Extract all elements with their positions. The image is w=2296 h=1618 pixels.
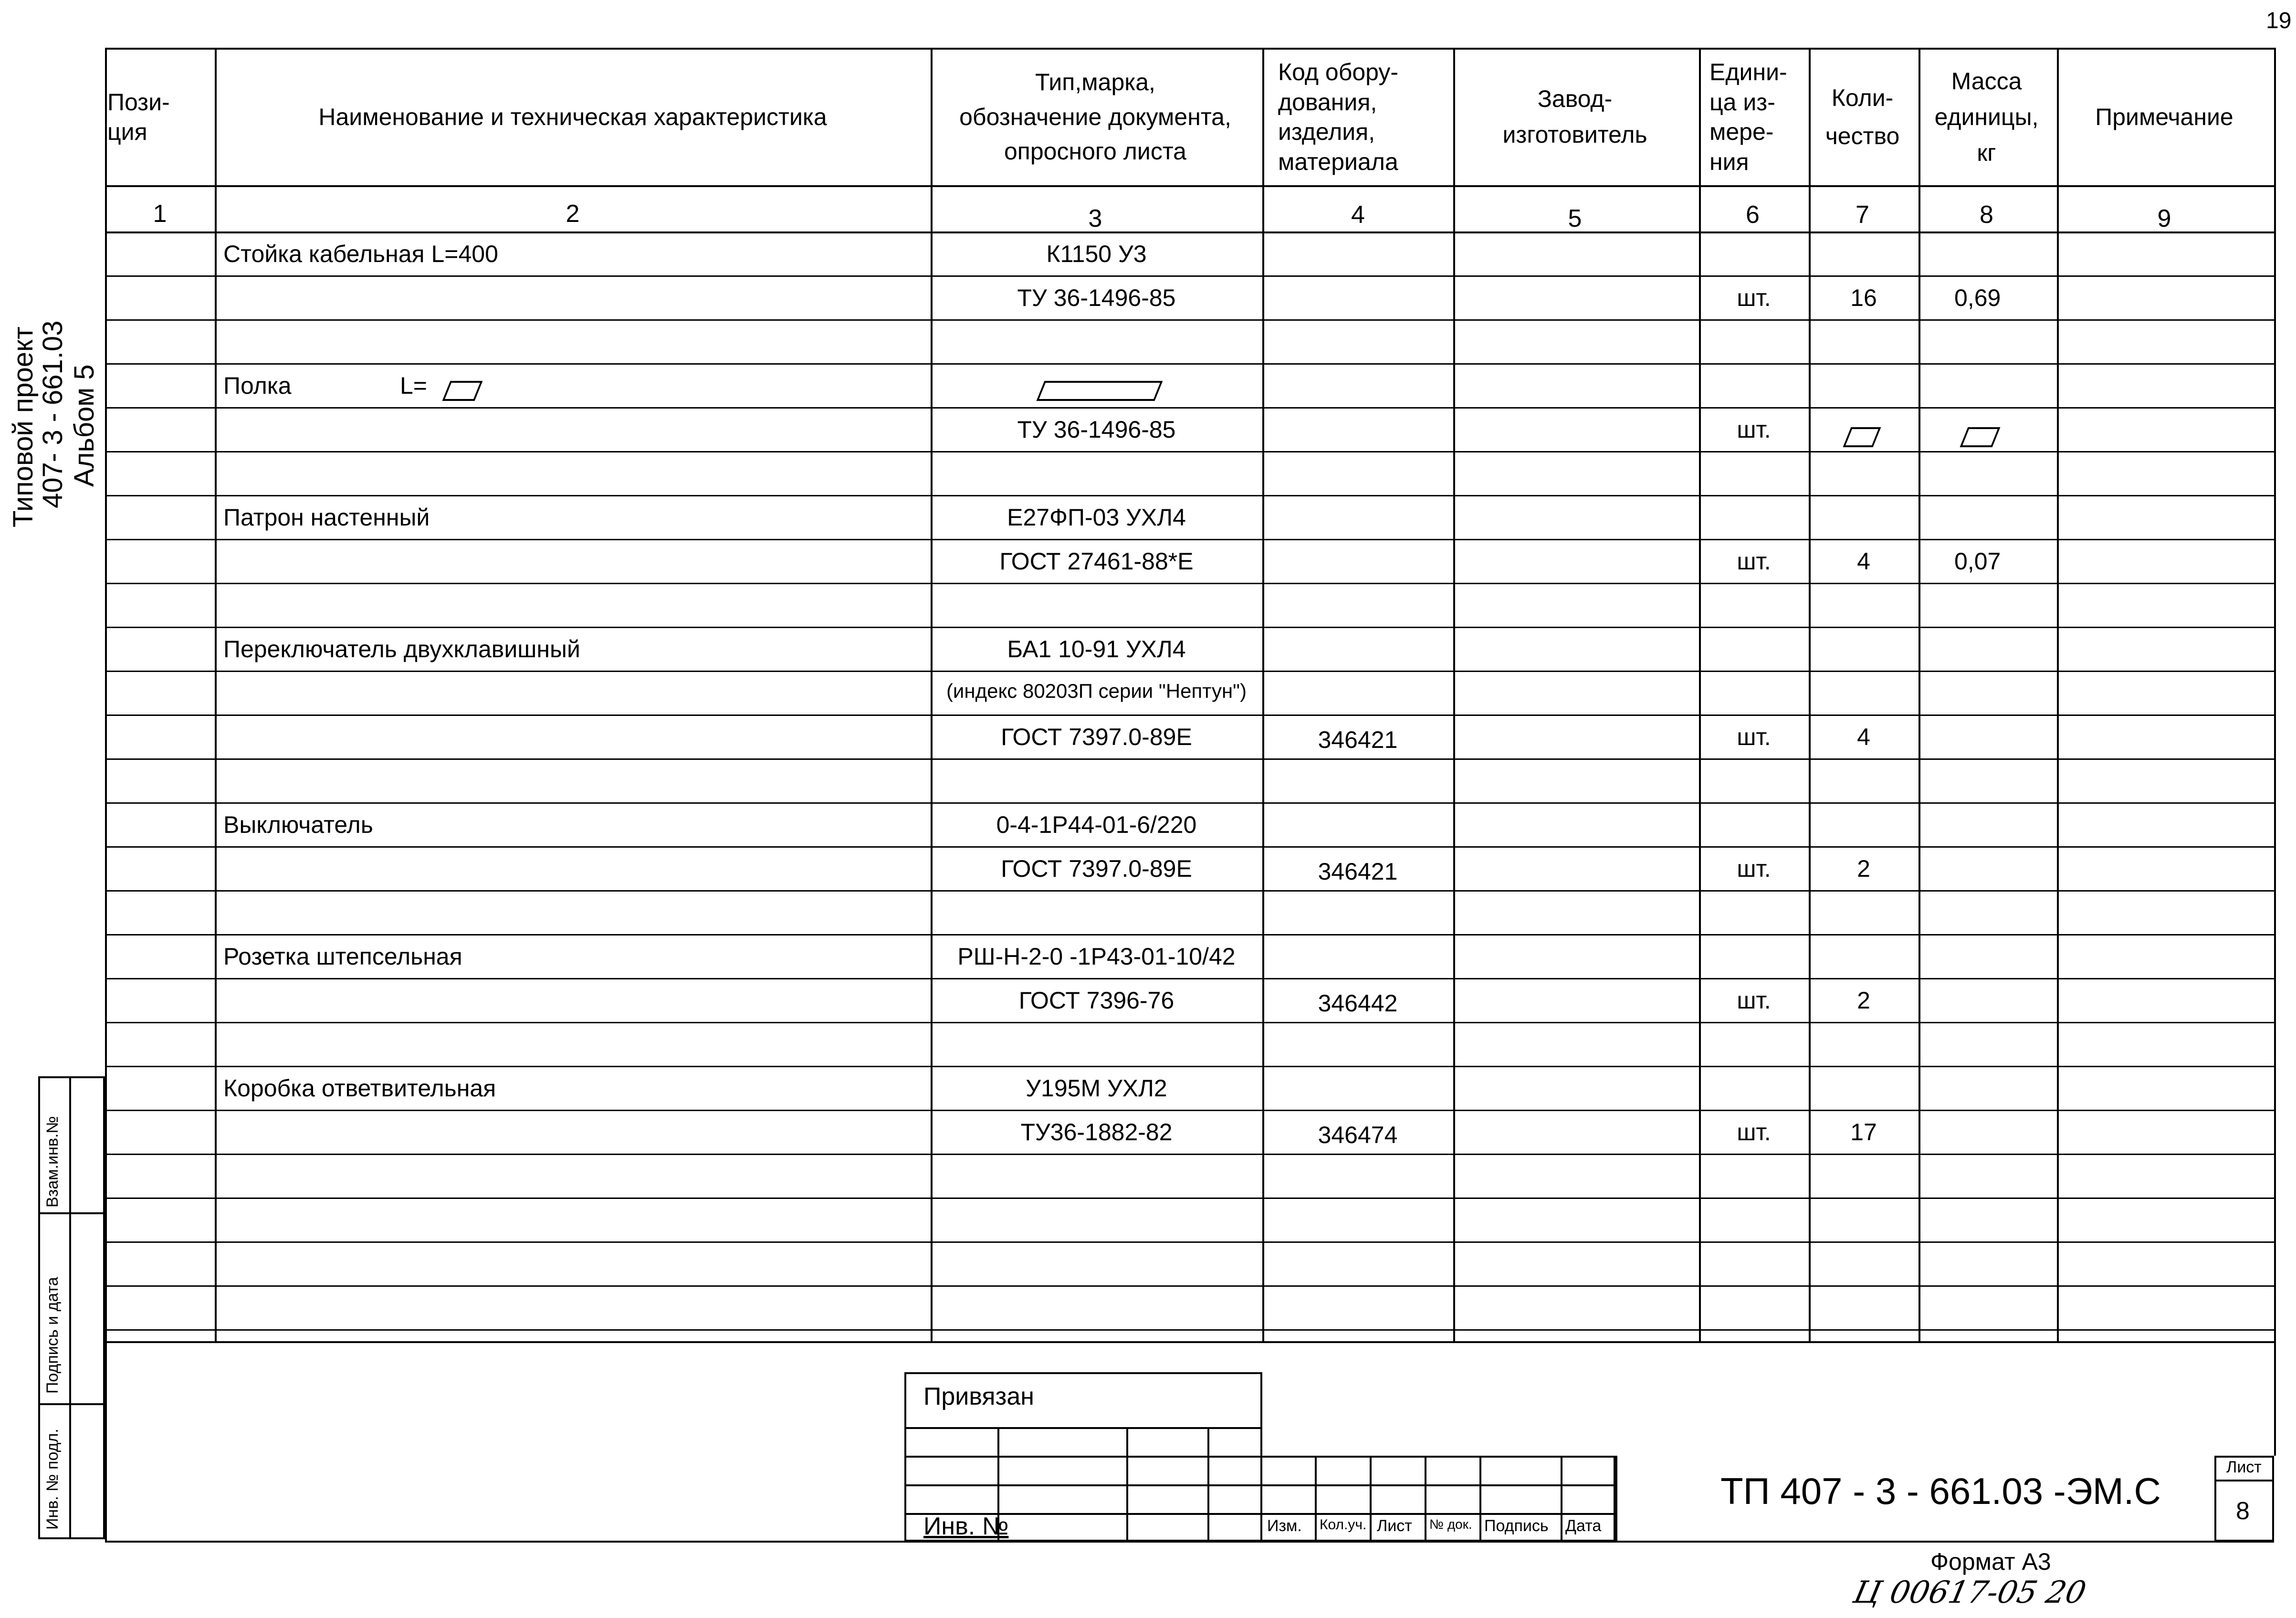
cell-name: Розетка штепсельная: [223, 943, 462, 970]
document-designation: ТП 407 - 3 - 661.03 -ЭМ.С: [1720, 1470, 2161, 1512]
header-col-8: Масса единицы, кг: [1934, 67, 2039, 166]
page-number: 19: [2266, 8, 2292, 33]
cell-type: К1150 У3: [1046, 241, 1147, 267]
col-number-9: 9: [2157, 205, 2171, 232]
cell-qty: 2: [1857, 987, 1870, 1014]
col-number-7: 7: [1856, 201, 1869, 229]
format-label: Формат А3: [1930, 1548, 2051, 1575]
col-koluch-label: Кол.уч.: [1320, 1517, 1367, 1533]
cell-name: Стойка кабельная L=400: [223, 241, 498, 267]
cell-qty: 2: [1857, 855, 1870, 882]
header-col-9: Примечание: [2095, 103, 2233, 130]
cell-type: (индекс 80203П серии "Нептун"): [946, 680, 1247, 702]
cell-type: ТУ 36-1496-85: [1017, 416, 1176, 443]
col-ndok-label: № док.: [1429, 1517, 1472, 1532]
col-number-5: 5: [1568, 205, 1582, 232]
cell-type: ТУ 36-1496-85: [1017, 284, 1176, 311]
cell-qty: 4: [1857, 724, 1870, 750]
cell-type: БА1 10-91 УХЛ4: [1007, 636, 1186, 662]
cell-code: 346474: [1318, 1122, 1398, 1148]
cell-mass: 0,69: [1954, 284, 2001, 311]
cell-code: 346442: [1318, 990, 1398, 1017]
handwritten-note: Ц 00617-05 20: [1850, 1575, 2089, 1610]
cell-unit: шт.: [1737, 724, 1771, 750]
cell-name: Коробка ответвительная: [223, 1075, 496, 1102]
header-col-5: Завод- изготовитель: [1502, 85, 1647, 148]
cell-code: 346421: [1318, 726, 1398, 753]
cell-type: У195М УХЛ2: [1026, 1075, 1167, 1102]
col-number-8: 8: [1980, 201, 1993, 229]
cell-type: 0-4-1Р44-01-6/220: [996, 811, 1197, 838]
blank-type-field: [1037, 381, 1163, 401]
header-col-6: Едини- ца из- мере- ния: [1709, 59, 1787, 175]
header-col-3: Тип,марка, обозначение документа, опросного листа: [959, 69, 1231, 165]
sheet-label: Лист: [2226, 1458, 2262, 1476]
inv-podl-label: Инв. № подл.: [43, 1429, 62, 1530]
cell-type: ГОСТ 7397.0-89Е: [1001, 724, 1192, 750]
cell-unit: шт.: [1737, 548, 1771, 575]
col-data-label: Дата: [1565, 1517, 1602, 1535]
cell-qty: 4: [1857, 548, 1870, 575]
cell-mass: 0,07: [1954, 548, 2001, 575]
cell-type: ГОСТ 7396-76: [1018, 987, 1174, 1014]
col-number-4: 4: [1351, 201, 1365, 229]
cell-name: Патрон настенный: [223, 504, 430, 531]
header-col-2: Наименование и техническая характеристика: [318, 103, 827, 130]
blank-mass-field: [1960, 427, 2001, 447]
side-label-line1: Типовой проект: [8, 326, 39, 527]
cell-type: Е27ФП-03 УХЛ4: [1007, 504, 1186, 531]
cell-unit: шт.: [1737, 284, 1771, 311]
cell-name: Полка: [223, 372, 292, 399]
sheet-number: 8: [2236, 1497, 2250, 1525]
cell-type: ТУ36-1882-82: [1020, 1119, 1173, 1145]
blank-qty-field: [1843, 427, 1881, 447]
cell-type: РШ-Н-2-0 -1Р43-01-10/42: [957, 943, 1236, 970]
cell-code: 346421: [1318, 858, 1398, 885]
cell-name-suffix: L=: [400, 372, 428, 399]
inv-no-label: Инв. №: [923, 1513, 1009, 1540]
cell-type: ГОСТ 27461-88*Е: [999, 548, 1194, 575]
cell-unit: шт.: [1737, 855, 1771, 882]
vzam-inv-label: Взам.инв.№: [43, 1116, 62, 1208]
cell-type: ГОСТ 7397.0-89Е: [1001, 855, 1192, 882]
col-list-label: Лист: [1377, 1517, 1412, 1535]
col-izm-label: Изм.: [1267, 1517, 1302, 1535]
cell-qty: 16: [1850, 284, 1877, 311]
cell-name: Выключатель: [223, 811, 373, 838]
cell-name: Переключатель двухклавишный: [223, 636, 580, 662]
cell-unit: шт.: [1737, 1119, 1771, 1145]
cell-unit: шт.: [1737, 987, 1771, 1014]
side-label-line3: Альбом 5: [69, 364, 100, 487]
col-number-3: 3: [1088, 205, 1102, 232]
podpis-data-label: Подпись и дата: [43, 1277, 62, 1394]
header-col-4: Код обору- дования, изделия, материала: [1278, 59, 1399, 175]
side-label-line2: 407- 3 - 661.03: [37, 320, 68, 508]
col-number-2: 2: [566, 200, 580, 228]
col-number-1: 1: [153, 200, 167, 228]
col-number-6: 6: [1746, 201, 1760, 229]
privyazan-label: Привязан: [923, 1383, 1035, 1410]
header-col-7: Коли- чество: [1825, 84, 1900, 149]
header-col-1: Пози- ция: [107, 88, 170, 145]
cell-unit: шт.: [1737, 416, 1771, 443]
cell-qty: 17: [1850, 1119, 1877, 1145]
col-podpis-label: Подпись: [1484, 1517, 1549, 1535]
